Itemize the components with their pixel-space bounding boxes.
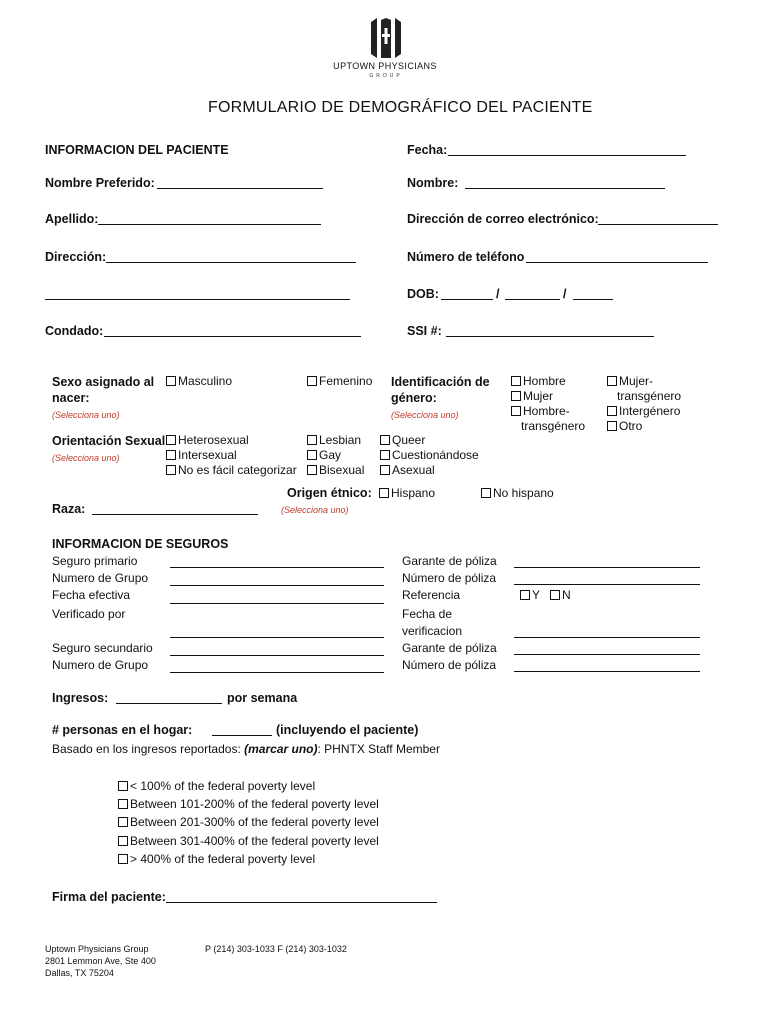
checkbox-femenino[interactable]: Femenino [307,374,372,389]
checkbox-icon [307,465,317,475]
seguro-primario-label: Seguro primario [52,554,138,568]
dob-month-field[interactable] [441,299,493,300]
fecha-field[interactable] [448,155,686,156]
nombre-label: Nombre: [407,176,459,190]
poverty-level-option[interactable]: < 100% of the federal poverty level [118,779,315,794]
condado-label: Condado: [45,324,104,338]
checkbox-cuestionandose[interactable]: Cuestionándose [380,448,479,463]
checkbox-referencia-y[interactable]: Y [520,588,540,603]
footer-name: Uptown Physicians Group [45,944,149,954]
basado-text: Basado en los ingresos reportados: (marcar uno): PHNTX Staff Member [52,742,440,756]
logo-mark-icon [369,18,403,58]
telefono-label: Número de teléfono [407,250,525,264]
checkbox-icon [607,421,617,431]
poverty-level-option[interactable]: Between 201-300% of the federal poverty level [118,815,379,830]
apellido-field[interactable] [98,224,321,225]
checkbox-icon [380,465,390,475]
nombre-preferido-label: Nombre Preferido: [45,176,155,190]
checkbox-hombre-transgenero[interactable]: Hombre- [511,404,570,419]
checkbox-icon [379,488,389,498]
checkbox-hispano[interactable]: Hispano [379,486,435,501]
checkbox-icon [520,590,530,600]
select-one-hint: (Selecciona uno) [52,453,120,463]
email-field[interactable] [598,224,718,225]
personas-field[interactable] [212,735,272,736]
numero-grupo-2-label: Numero de Grupo [52,658,149,672]
firma-label: Firma del paciente: [52,890,166,904]
checkbox-icon [307,450,317,460]
garante-label: Garante de póliza [402,554,497,568]
checkbox-icon [380,435,390,445]
checkbox-icon [607,406,617,416]
nombre-field[interactable] [465,188,665,189]
checkbox-icon [511,406,521,416]
checkbox-mujer[interactable]: Mujer [511,389,553,404]
sexo-label-2: nacer: [52,391,90,405]
poverty-level-option[interactable]: > 400% of the federal poverty level [118,852,315,867]
section-insurance-info: INFORMACION DE SEGUROS [52,537,229,551]
checkbox-icon [481,488,491,498]
referencia-label: Referencia [402,588,461,602]
identidad-label: Identificación de [391,375,490,389]
checkbox-no-hispano[interactable]: No hispano [481,486,554,501]
checkbox-icon [118,799,128,809]
identidad-label-2: género: [391,391,437,405]
footer-address: 2801 Lemmon Ave, Ste 400 [45,956,156,966]
apellido-label: Apellido: [45,212,99,226]
checkbox-no-facil[interactable]: No es fácil categorizar [166,463,297,478]
checkbox-otro[interactable]: Otro [607,419,642,434]
checkbox-icon [118,781,128,791]
checkbox-icon [118,817,128,827]
garante-field[interactable] [514,567,700,568]
incluyendo-label: (incluyendo el paciente) [276,723,419,737]
numero-grupo-label: Numero de Grupo [52,571,149,585]
telefono-field[interactable] [526,262,708,263]
select-one-hint: (Selecciona uno) [391,410,459,420]
checkbox-icon [307,376,317,386]
checkbox-intersexual[interactable]: Intersexual [166,448,237,463]
garante-2-label: Garante de póliza [402,641,497,655]
seguro-secundario-label: Seguro secundario [52,641,153,655]
orientacion-label: Orientación Sexual [52,434,166,448]
checkbox-masculino[interactable]: Masculino [166,374,232,389]
poverty-level-option[interactable]: Between 101-200% of the federal poverty level [118,797,379,812]
checkbox-intergenero[interactable]: Intergénero [607,404,680,419]
nombre-preferido-field[interactable] [157,188,323,189]
checkbox-icon [380,450,390,460]
personas-label: # personas en el hogar: [52,723,193,737]
footer-phone: P (214) 303-1033 F (214) 303-1032 [205,944,347,954]
checkbox-referencia-n[interactable]: N [550,588,571,603]
checkbox-icon [118,836,128,846]
ingresos-field[interactable] [116,703,222,704]
fecha-efectiva-label: Fecha efectiva [52,588,131,602]
checkbox-icon [607,376,617,386]
direccion-label: Dirección: [45,250,107,264]
page-title: FORMULARIO DE DEMOGRÁFICO DEL PACIENTE [208,99,593,116]
dob-year-field[interactable] [573,299,613,300]
por-semana-label: por semana [227,691,298,705]
dob-day-field[interactable] [505,299,560,300]
select-one-hint: (Selecciona uno) [281,505,349,515]
numero-poliza-field[interactable] [514,584,700,585]
numero-poliza-label: Número de póliza [402,571,497,585]
checkbox-hombre[interactable]: Hombre [511,374,566,389]
checkbox-icon [550,590,560,600]
brand-name: UPTOWN PHYSICIANS [333,61,437,71]
numero-grupo-2-field[interactable] [170,672,384,673]
origen-label: Origen étnico: [287,486,372,500]
checkbox-icon [166,376,176,386]
fecha-efectiva-field[interactable] [170,603,384,604]
numero-poliza-2-label: Número de póliza [402,658,497,672]
dob-separator: / [563,287,567,301]
dob-label: DOB: [407,287,439,301]
sexo-label: Sexo asignado al [52,375,155,389]
checkbox-icon [166,465,176,475]
checkbox-heterosexual[interactable]: Heterosexual [166,433,249,448]
verificado-por-label: Verificado por [52,607,126,621]
checkbox-icon [166,435,176,445]
checkbox-icon [307,435,317,445]
checkbox-icon [118,854,128,864]
ssi-field[interactable] [446,336,654,337]
verificado-por-field[interactable] [170,637,384,638]
fecha-verificacion-label-2: verificacion [402,624,463,638]
section-patient-info: INFORMACION DEL PACIENTE [45,143,229,157]
select-one-hint: (Selecciona uno) [52,410,120,420]
checkbox-asexual[interactable]: Asexual [380,463,435,478]
seguro-secundario-field[interactable] [170,655,384,656]
firma-field[interactable] [166,902,437,903]
checkbox-icon [166,450,176,460]
ingresos-label: Ingresos: [52,691,109,705]
poverty-level-option[interactable]: Between 301-400% of the federal poverty level [118,834,379,849]
dob-separator: / [496,287,500,301]
checkbox-mujer-transgenero[interactable]: Mujer- [607,374,653,389]
seguro-primario-field[interactable] [170,567,384,568]
direccion-field[interactable] [106,262,356,263]
garante-2-field[interactable] [514,654,700,655]
email-label: Dirección de correo electrónico: [407,212,599,226]
fecha-verificacion-label: Fecha de [402,607,453,621]
numero-poliza-2-field[interactable] [514,671,700,672]
checkbox-icon [511,391,521,401]
checkbox-bisexual[interactable]: Bisexual [307,463,364,478]
raza-label: Raza: [52,502,86,516]
checkbox-gay[interactable]: Gay [307,448,341,463]
fecha-verificacion-field[interactable] [514,637,700,638]
ssi-label: SSI #: [407,324,442,338]
hombre-transgenero-cont: transgénero [521,419,586,433]
direccion-field-line2[interactable] [45,299,350,300]
numero-grupo-field[interactable] [170,585,384,586]
brand-subtitle: GROUP [369,73,403,79]
checkbox-queer[interactable]: Queer [380,433,425,448]
condado-field[interactable] [104,336,361,337]
mujer-transgenero-cont: transgénero [617,389,682,403]
footer-city: Dallas, TX 75204 [45,968,114,978]
fecha-label: Fecha: [407,143,448,157]
checkbox-lesbian[interactable]: Lesbian [307,433,361,448]
checkbox-icon [511,376,521,386]
raza-field[interactable] [92,514,258,515]
